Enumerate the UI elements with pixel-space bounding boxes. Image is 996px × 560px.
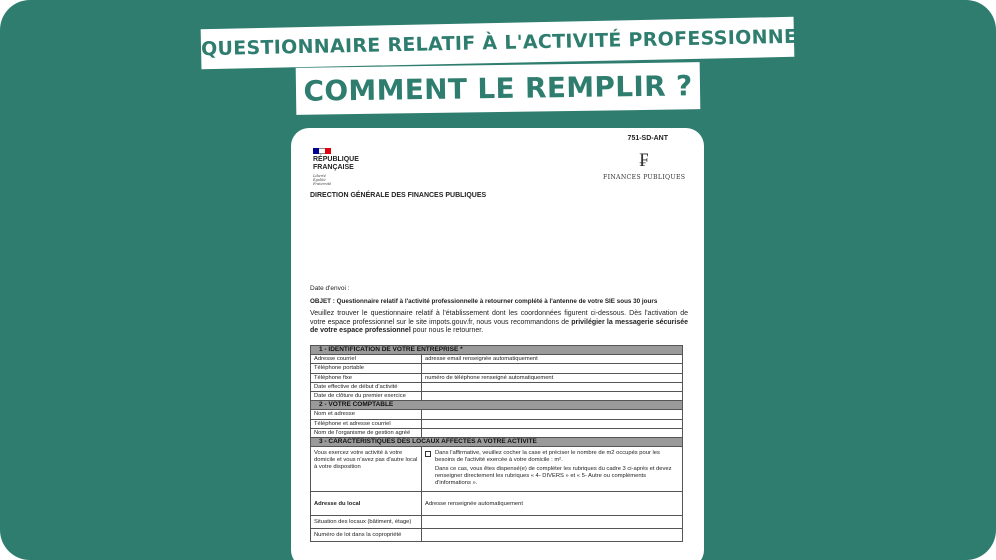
- table-row: Adresse courriel adresse email renseignée automatiquement: [311, 355, 683, 364]
- table-row: Téléphone portable: [311, 364, 683, 373]
- section-header: 3 - CARACTERISTIQUES DES LOCAUX AFFECTES A VOTRE ACTIVITE: [311, 437, 683, 446]
- republique-francaise-logo: [313, 148, 361, 186]
- questionnaire-table: [310, 345, 683, 542]
- title-banner: QUESTIONNAIRE RELATIF À L'ACTIVITÉ PROFESSIONNELLE: [201, 17, 795, 69]
- accountant-contact-field[interactable]: [422, 419, 683, 428]
- table-row: Téléphone fixe numéro de téléphone renseigné automatiquement: [311, 373, 683, 382]
- intro-paragraph: Veuillez trouver le questionnaire relatif à l'établissement dont les coordonnées figurent ci-dessous. Dès l'activation de votre espace professionnel sur le site impots.gouv.fr, nous vous recommandons de privilégier la messagerie sécurisée de votre espace professionnel pour nous le retourner.: [310, 310, 688, 335]
- domicile-note: Dans ce cas, vous êtes dispensé(e) de compléter les rubriques du cadre 3 ci-après et devez renseigner directement les rubriques « 4- DIVERS » et « 5- Autre ou compléments d'informations ».: [435, 466, 672, 487]
- mobile-phone-field[interactable]: [422, 364, 683, 373]
- motto-text: Liberté Égalité Fraternité: [313, 174, 332, 186]
- finances-publiques-icon: ₣: [639, 149, 649, 171]
- finances-publiques-text: FINANCES PUBLIQUES: [603, 174, 686, 181]
- email-field[interactable]: adresse email renseignée automatiquement: [422, 355, 683, 364]
- tax-form-document: [291, 128, 704, 560]
- accountant-name-field[interactable]: [422, 410, 683, 419]
- domicile-instruction: Dans l'affirmative, veuillez cocher la case et préciser le nombre de m2 occupés pour les besoins de l'activité exercée à votre domicile : m².: [435, 450, 660, 464]
- table-row: Nom de l'organisme de gestion agréé: [311, 428, 683, 437]
- closing-date-field[interactable]: [422, 391, 683, 400]
- marianne-icon: [313, 148, 331, 154]
- table-row: Nom et adresse: [311, 410, 683, 419]
- objet-line: OBJET : Questionnaire relatif à l'activité professionnelle à retourner complété à l'antenne de votre SIE sous 30 jours: [310, 298, 658, 305]
- situation-field[interactable]: [422, 516, 683, 529]
- lot-number-field[interactable]: [422, 529, 683, 542]
- table-row: Téléphone et adresse courriel: [311, 419, 683, 428]
- landline-phone-field[interactable]: numéro de téléphone renseigné automatiquement: [422, 373, 683, 382]
- oga-name-field[interactable]: [422, 428, 683, 437]
- start-date-field[interactable]: [422, 382, 683, 391]
- republique-text: RÉPUBLIQUE FRANÇAISE: [313, 156, 359, 171]
- table-row: Adresse du local Adresse renseignée automatiquement: [311, 492, 683, 516]
- domicile-checkbox[interactable]: [425, 451, 431, 457]
- section-header: 2 - VOTRE COMPTABLE: [311, 401, 683, 410]
- table-row: Date effective de début d'activité: [311, 382, 683, 391]
- date-label: Date d'envoi :: [310, 285, 350, 292]
- table-row: Vous exercez votre activité à votre domicile et vous n'avez pas d'autre local à votre disposition Dans l'affirmative, veuillez cocher la case et préciser le nombre de m2 occupés pour les besoins de l'activité exercée à votre domicile : m². Dans ce cas, vous êtes dispensé(e) de compléter les rubriques du cadre 3 ci-après et devez renseigner directement les rubriques « 4- DIVERS » et « 5- Autre ou compléments d'informations ».: [311, 447, 683, 492]
- local-address-field[interactable]: Adresse renseignée automatiquement: [422, 492, 683, 516]
- subtitle-banner: COMMENT LE REMPLIR ?: [296, 62, 701, 115]
- table-row: Date de clôture du premier exercice: [311, 391, 683, 400]
- direction-title: DIRECTION GÉNÉRALE DES FINANCES PUBLIQUES: [310, 192, 487, 199]
- finances-publiques-logo: [603, 150, 685, 181]
- table-row: Numéro de lot dans la copropriété: [311, 529, 683, 542]
- section-header: 1 - IDENTIFICATION DE VOTRE ENTREPRISE *: [311, 346, 683, 355]
- form-reference: 751-SD-ANT: [627, 135, 668, 142]
- table-row: Situation des locaux (bâtiment, étage): [311, 516, 683, 529]
